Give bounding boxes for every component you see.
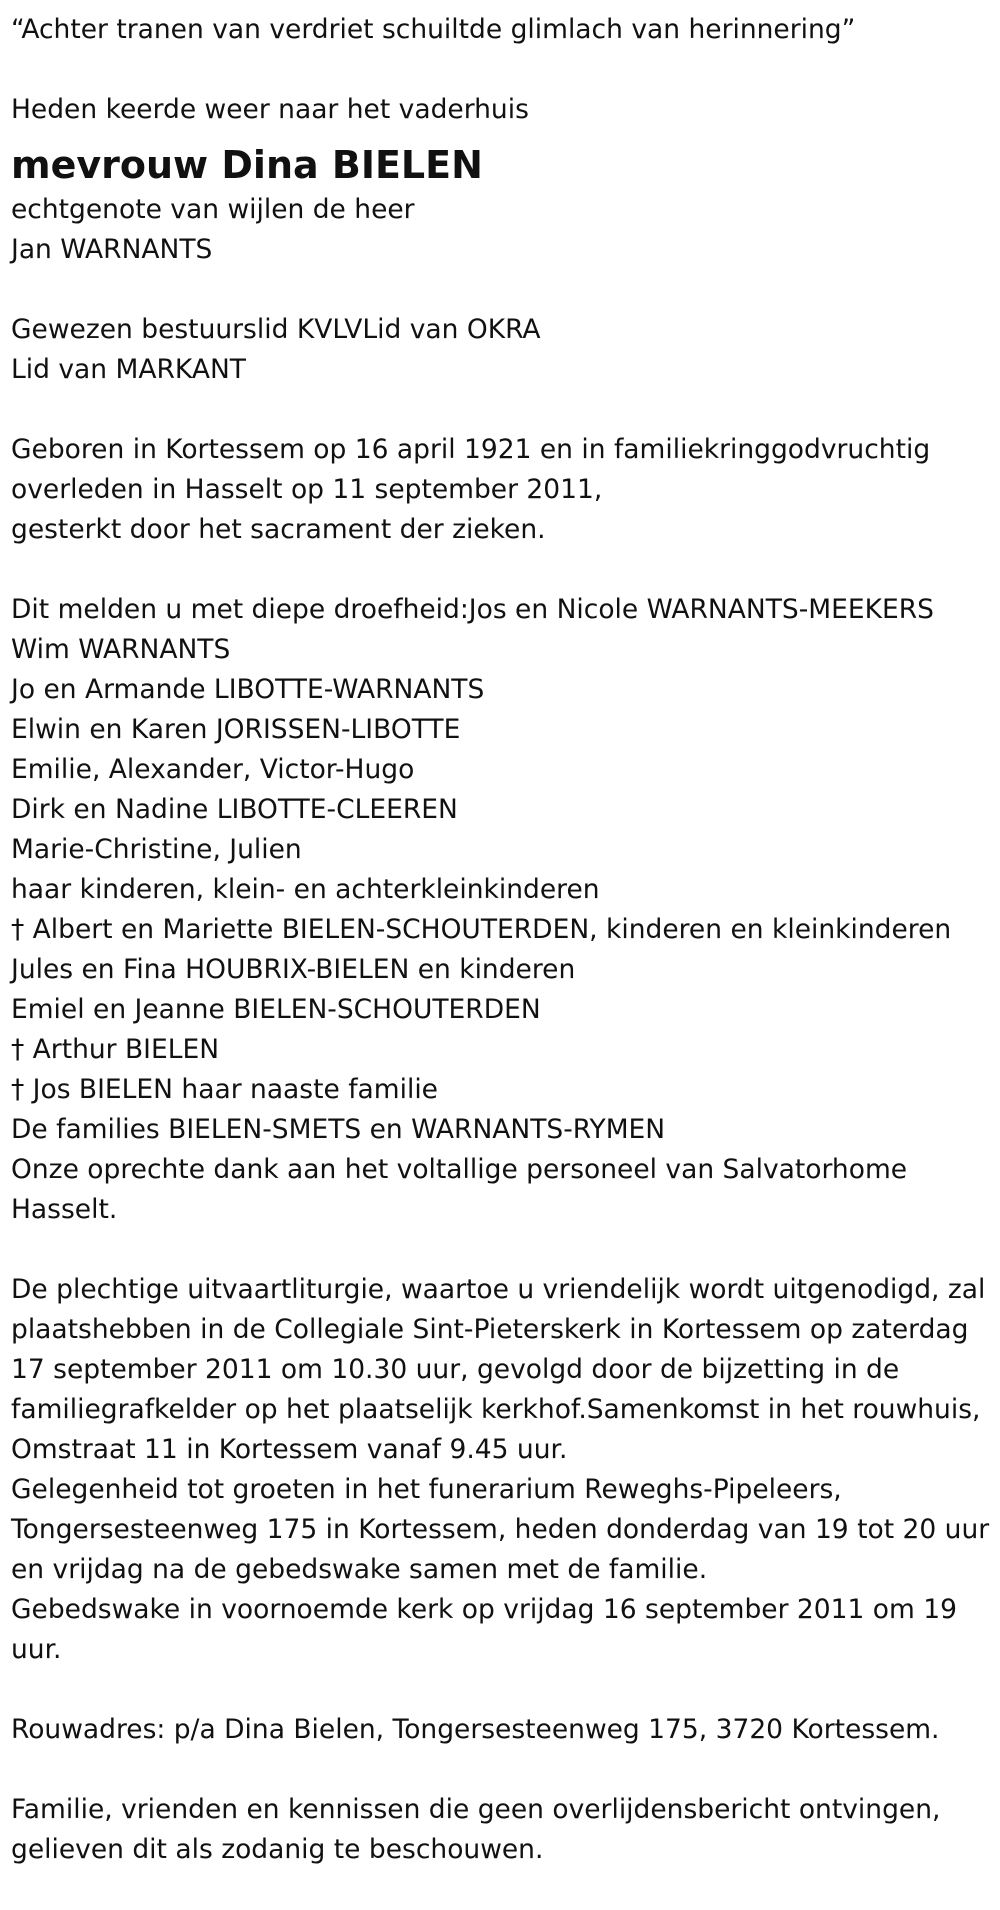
membership-line: Lid van MARKANT: [11, 354, 246, 385]
ceremony-line: plaatshebben in de Collegiale Sint-Pieterskerk in Kortessem op zaterdag: [11, 1314, 969, 1345]
ceremony-line: uur.: [11, 1634, 62, 1665]
deceased-name: mevrouw Dina BIELEN: [11, 143, 483, 187]
family-line: Elwin en Karen JORISSEN-LIBOTTE: [11, 714, 461, 745]
spacer: [11, 390, 992, 430]
opening-quote: “Achter tranen van verdriet schuiltde glimlach van herinnering”: [11, 14, 856, 45]
intro-text: Heden keerde weer naar het vaderhuis: [11, 94, 529, 125]
ceremony-line: Gelegenheid tot groeten in het funerarium Reweghs-Pipeleers,: [11, 1474, 842, 1505]
ceremony-line: Gebedswake in voornoemde kerk op vrijdag 16 september 2011 om 19: [11, 1594, 957, 1625]
spacer: [11, 1230, 992, 1270]
family-line: Emiel en Jeanne BIELEN-SCHOUTERDEN: [11, 994, 541, 1025]
family-line: De families BIELEN-SMETS en WARNANTS-RYMEN: [11, 1114, 666, 1145]
family-line: haar kinderen, klein- en achterkleinkinderen: [11, 874, 600, 905]
ceremony-line: 17 september 2011 om 10.30 uur, gevolgd door de bijzetting in de: [11, 1354, 900, 1385]
spouse-line: echtgenote van wijlen de heer: [11, 194, 415, 225]
spacer: [11, 50, 992, 90]
closing-line: gelieven dit als zodanig te beschouwen.: [11, 1834, 544, 1865]
family-line: Hasselt.: [11, 1194, 118, 1225]
spacer: [11, 550, 992, 590]
family-line: † Arthur BIELEN: [11, 1034, 220, 1065]
ceremony-line: en vrijdag na de gebedswake samen met de familie.: [11, 1554, 708, 1585]
family-line: Jo en Armande LIBOTTE-WARNANTS: [11, 674, 485, 705]
ceremony-line: Tongersesteenweg 175 in Kortessem, heden donderdag van 19 tot 20 uur: [11, 1514, 990, 1545]
birth-death-line: Geboren in Kortessem op 16 april 1921 en in familiekringgodvruchtig: [11, 434, 931, 465]
family-line: Dit melden u met diepe droefheid:Jos en Nicole WARNANTS-MEEKERS: [11, 594, 934, 625]
spacer: [11, 1750, 992, 1790]
family-line: Marie-Christine, Julien: [11, 834, 302, 865]
family-line: † Jos BIELEN haar naaste familie: [11, 1074, 438, 1105]
spacer: [11, 1670, 992, 1710]
spacer: [11, 270, 992, 310]
family-line: Emilie, Alexander, Victor-Hugo: [11, 754, 415, 785]
ceremony-line: Omstraat 11 in Kortessem vanaf 9.45 uur.: [11, 1434, 568, 1465]
birth-death-line: gesterkt door het sacrament der zieken.: [11, 514, 546, 545]
closing-line: Familie, vrienden en kennissen die geen overlijdensbericht ontvingen,: [11, 1794, 941, 1825]
spouse-name: Jan WARNANTS: [11, 234, 213, 265]
family-line: Wim WARNANTS: [11, 634, 231, 665]
membership-line: Gewezen bestuurslid KVLVLid van OKRA: [11, 314, 541, 345]
family-line: Onze oprechte dank aan het voltallige personeel van Salvatorhome: [11, 1154, 908, 1185]
ceremony-line: De plechtige uitvaartliturgie, waartoe u vriendelijk wordt uitgenodigd, zal: [11, 1274, 986, 1305]
ceremony-line: familiegrafkelder op het plaatselijk kerkhof.Samenkomst in het rouwhuis,: [11, 1394, 981, 1425]
family-line: Jules en Fina HOUBRIX-BIELEN en kinderen: [11, 954, 576, 985]
mourning-address: Rouwadres: p/a Dina Bielen, Tongersesteenweg 175, 3720 Kortessem.: [11, 1714, 940, 1745]
family-line: Dirk en Nadine LIBOTTE-CLEEREN: [11, 794, 458, 825]
birth-death-line: overleden in Hasselt op 11 september 2011,: [11, 474, 603, 505]
family-line: † Albert en Mariette BIELEN-SCHOUTERDEN, kinderen en kleinkinderen: [11, 914, 952, 945]
